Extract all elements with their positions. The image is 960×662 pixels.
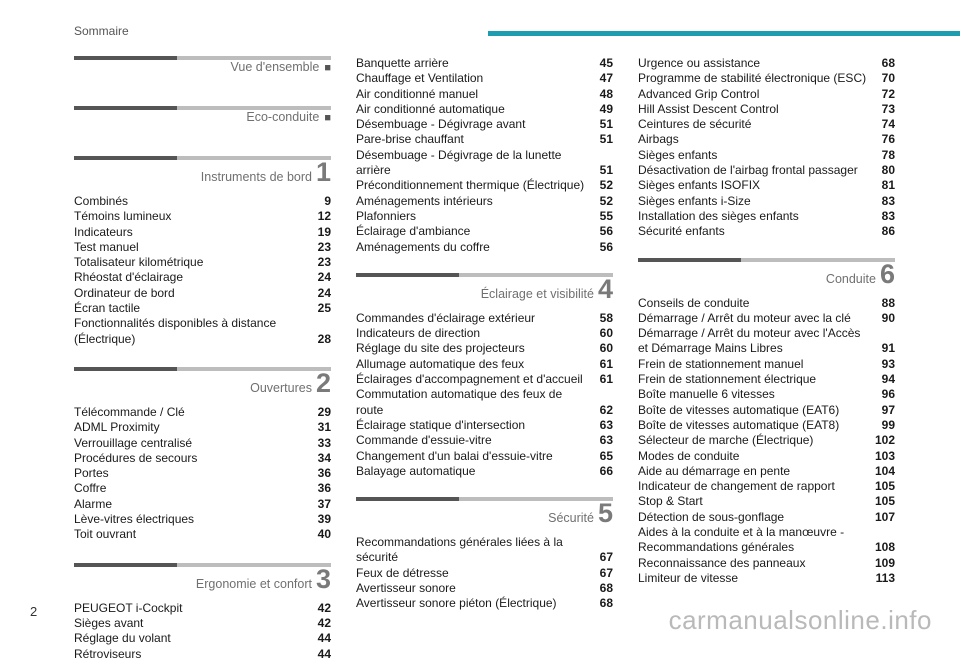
toc-entry-page: 105 (874, 494, 895, 509)
toc-entry-label: Banquette arrière (356, 56, 449, 70)
toc-entry[interactable] (638, 510, 895, 525)
toc-entry-page: 86 (881, 224, 895, 239)
section-rule-accent (356, 273, 459, 277)
toc-entry-page: 56 (599, 239, 613, 254)
toc-entry-label: Réglage du site des projecteurs (356, 341, 525, 356)
toc-entry-page: 24 (317, 285, 331, 300)
toc-entry[interactable] (356, 535, 613, 566)
toc-entry-page: 37 (317, 496, 331, 511)
toc-entry-page: 88 (881, 295, 895, 310)
section-title-text: Eco-conduite (246, 110, 320, 124)
toc-entry-label: Sièges enfants (638, 147, 718, 162)
toc-entry-label: Désembuage - Dégivrage de la lunette arrière (356, 147, 562, 178)
toc-entry[interactable] (638, 494, 895, 509)
toc-section (638, 56, 895, 240)
toc-entry-label: Commande d'essuie-vitre (356, 433, 492, 448)
toc-entry-page: 29 (317, 404, 331, 419)
toc-entry-page: 103 (874, 448, 895, 463)
toc-entry[interactable] (74, 497, 331, 512)
toc-entry-page: 67 (599, 565, 613, 580)
toc-entry-page: 42 (317, 615, 331, 630)
toc-entry[interactable] (74, 436, 331, 451)
toc-entry-page: 70 (881, 71, 895, 86)
toc-entry[interactable] (74, 466, 331, 481)
section-header (74, 56, 331, 96)
toc-section (74, 563, 331, 662)
toc-entry[interactable] (356, 464, 613, 479)
toc-entry[interactable] (356, 326, 613, 341)
toc-entry-page: 44 (317, 646, 331, 661)
section-number: 6 (879, 258, 895, 289)
toc-entry-label: Indicateurs de direction (356, 326, 481, 341)
toc-entry-page: 73 (881, 101, 895, 116)
toc-entry-label: Indicateur de changement de rapport (638, 479, 835, 494)
toc-entry-label: Commandes d'éclairage extérieur (356, 310, 536, 325)
toc-entry-label: Frein de stationnement manuel (638, 356, 804, 371)
section-number: 1 (315, 157, 331, 187)
toc-entry-label: Rétroviseurs (74, 646, 142, 661)
toc-entry[interactable] (638, 418, 895, 433)
toc-entry[interactable] (74, 616, 331, 631)
toc-entry-page: 19 (317, 224, 331, 239)
toc-entry-page: 51 (599, 132, 613, 147)
toc-entry-label: Détection de sous-gonflage (638, 509, 785, 524)
toc-entry-page: 23 (317, 239, 331, 254)
toc-entry-label: Stop & Start (638, 494, 703, 509)
toc-entry[interactable] (638, 556, 895, 571)
toc-entry-label: Démarrage / Arrêt du moteur avec la clé (638, 310, 851, 325)
toc-column-3 (638, 56, 895, 586)
toc-entry[interactable] (638, 403, 895, 418)
toc-entry-label: Ordinateur de bord (74, 285, 175, 300)
section-marker-icon: ■ (324, 62, 331, 74)
toc-entry-page: 45 (599, 56, 613, 70)
toc-entry[interactable] (74, 512, 331, 527)
toc-entry-page: 83 (881, 208, 895, 223)
toc-entry[interactable] (638, 326, 895, 357)
toc-entry-page: 91 (881, 341, 895, 356)
section-header (74, 367, 331, 405)
toc-entry-label: Boîte de vitesses automatique (EAT6) (638, 402, 840, 417)
toc-entry[interactable] (638, 372, 895, 387)
toc-entry-page: 63 (599, 417, 613, 432)
section-header (638, 258, 895, 296)
toc-entry[interactable] (638, 132, 895, 147)
toc-entry-page: 39 (317, 512, 331, 527)
toc-entry[interactable] (356, 240, 613, 255)
toc-entry[interactable] (356, 449, 613, 464)
toc-entry-label: PEUGEOT i-Cockpit (74, 600, 183, 615)
toc-entry-label: Hill Assist Descent Control (638, 101, 779, 116)
toc-entry[interactable] (356, 194, 613, 209)
toc-entry-label: Installation des sièges enfants (638, 208, 799, 223)
toc-entry-page: 68 (599, 581, 613, 596)
toc-entry-page: 107 (874, 509, 895, 524)
toc-entry-page: 61 (599, 372, 613, 387)
toc-entry[interactable] (74, 647, 331, 662)
toc-entry-label: Verrouillage centralisé (74, 435, 193, 450)
toc-entry[interactable] (74, 481, 331, 496)
section-title[interactable] (196, 565, 331, 593)
toc-entry[interactable] (356, 357, 613, 372)
toc-entry-label: Alarme (74, 496, 113, 511)
toc-entry[interactable] (356, 224, 613, 239)
toc-entry-label: Avertisseur sonore (356, 581, 456, 596)
toc-entry-page: 109 (874, 555, 895, 570)
toc-entry-page: 108 (874, 540, 895, 555)
toc-entry[interactable] (638, 311, 895, 326)
toc-entry-page: 34 (317, 450, 331, 465)
section-rule-accent (74, 106, 177, 110)
toc-entry[interactable] (356, 596, 613, 611)
toc-entry-label: Changement d'un balai d'essuie-vitre (356, 448, 553, 463)
section-number: 4 (597, 273, 613, 304)
header-accent-bar (488, 31, 960, 36)
toc-entry-label: Rhéostat d'éclairage (74, 270, 184, 285)
toc-entry-label: Sièges enfants ISOFIX (638, 178, 761, 193)
section-marker-icon: ■ (324, 112, 331, 124)
section-header (356, 273, 613, 311)
toc-section (356, 56, 613, 255)
toc-entry[interactable] (74, 270, 331, 285)
section-title-text: Sécurité (548, 511, 594, 526)
toc-entry-page: 62 (599, 402, 613, 417)
toc-entry[interactable] (638, 117, 895, 132)
toc-entry-page: 76 (881, 132, 895, 147)
section-rule-accent (74, 56, 177, 60)
section-number: 3 (315, 563, 331, 594)
toc-entry[interactable] (356, 418, 613, 433)
toc-entry-label: Recommandations générales liées à la sécurité (356, 535, 563, 565)
toc-entry-label: Aides à la conduite et à la manœuvre - Recommandations générales (638, 525, 845, 555)
toc-entry[interactable] (74, 631, 331, 646)
toc-entry-label: Feux de détresse (356, 565, 449, 580)
toc-entry-label: Reconnaissance des panneaux (638, 555, 806, 570)
toc-entry-page: 78 (881, 147, 895, 162)
toc-section (74, 106, 331, 146)
toc-entry-label: Boîte de vitesses automatique (EAT8) (638, 417, 840, 432)
toc-entry-page: 52 (599, 193, 613, 208)
toc-entry-page: 102 (874, 433, 895, 448)
section-rule-accent (74, 367, 177, 371)
toc-entry[interactable] (638, 178, 895, 193)
toc-entry-page: 80 (881, 163, 895, 178)
toc-entry-label: Combinés (74, 194, 129, 208)
toc-entry-page: 42 (317, 600, 331, 615)
toc-entry[interactable] (638, 71, 895, 86)
toc-entry[interactable] (638, 479, 895, 494)
toc-entry[interactable] (638, 224, 895, 239)
toc-entry[interactable] (74, 286, 331, 301)
toc-entry[interactable] (356, 311, 613, 326)
section-number: 2 (315, 367, 331, 398)
toc-entry[interactable] (638, 102, 895, 117)
toc-entry[interactable] (638, 433, 895, 448)
toc-entry-page: 12 (317, 209, 331, 224)
toc-entry[interactable] (356, 372, 613, 387)
toc-entry-label: Chauffage et Ventilation (356, 71, 484, 86)
toc-entry-page: 105 (874, 479, 895, 494)
toc-column-2 (356, 56, 613, 612)
toc-section (356, 497, 613, 611)
toc-entry-page: 66 (599, 463, 613, 478)
toc-entry[interactable] (74, 527, 331, 542)
section-title[interactable] (826, 260, 895, 288)
toc-entry-page: 25 (317, 301, 331, 316)
toc-entry-page: 58 (599, 310, 613, 325)
toc-entry-page: 68 (599, 596, 613, 611)
toc-entry[interactable] (74, 255, 331, 270)
toc-entry-label: Conseils de conduite (638, 295, 750, 310)
toc-entry-page: 40 (317, 527, 331, 542)
toc-entry-page: 96 (881, 387, 895, 402)
toc-entry[interactable] (638, 296, 895, 311)
toc-section (356, 273, 613, 479)
toc-section (74, 156, 331, 347)
toc-entry[interactable] (356, 566, 613, 581)
section-header (356, 497, 613, 535)
toc-entry[interactable] (356, 209, 613, 224)
toc-entry[interactable] (74, 451, 331, 466)
section-title-text: Éclairage et visibilité (480, 286, 594, 301)
toc-entry-label: Démarrage / Arrêt du moteur avec l'Accès et Démarrage Mains Libres (638, 326, 861, 356)
toc-entry[interactable] (638, 449, 895, 464)
toc-entry-label: Témoins lumineux (74, 209, 172, 224)
page-number: 2 (30, 604, 38, 619)
toc-entry-page: 48 (599, 86, 613, 101)
toc-entry-label: Télécommande / Clé (74, 404, 185, 419)
toc-entry-page: 24 (317, 270, 331, 285)
toc-entry[interactable] (638, 525, 895, 556)
toc-entry-label: Éclairage statique d'intersection (356, 417, 526, 432)
watermark: carmanualsonline.info (668, 605, 932, 635)
toc-entry-label: Programme de stabilité électronique (ESC) (638, 71, 867, 86)
toc-entry[interactable] (356, 71, 613, 86)
toc-section (74, 56, 331, 96)
section-title[interactable] (548, 499, 613, 527)
toc-entry-page: 9 (324, 194, 331, 208)
toc-entry-label: Totalisateur kilométrique (74, 255, 204, 270)
toc-entry[interactable] (74, 225, 331, 240)
toc-entry-label: Éclairage d'ambiance (356, 224, 471, 239)
toc-entry-page: 60 (599, 341, 613, 356)
toc-entry-page: 72 (881, 86, 895, 101)
toc-entry-page: 51 (599, 117, 613, 132)
toc-entry-page: 83 (881, 193, 895, 208)
toc-entry-page: 36 (317, 466, 331, 481)
toc-entry-label: Air conditionné automatique (356, 101, 505, 116)
toc-entry-label: Boîte manuelle 6 vitesses (638, 387, 775, 402)
toc-entry[interactable] (356, 102, 613, 117)
toc-entry[interactable] (638, 571, 895, 586)
toc-entry-page: 113 (875, 570, 895, 585)
toc-entry-label: Coffre (74, 481, 107, 496)
toc-entry[interactable] (356, 132, 613, 147)
toc-entry-page: 33 (317, 435, 331, 450)
toc-entry[interactable] (638, 387, 895, 402)
toc-entry-label: Advanced Grip Control (638, 86, 760, 101)
toc-entry-page: 44 (317, 631, 331, 646)
toc-entry[interactable] (638, 464, 895, 479)
toc-entry-page: 60 (599, 326, 613, 341)
toc-entry-page: 65 (599, 448, 613, 463)
section-header (74, 563, 331, 601)
toc-entry[interactable] (74, 240, 331, 255)
toc-entry-page: 81 (881, 178, 895, 193)
toc-entry-page: 90 (881, 310, 895, 325)
toc-entry-label: Désembuage - Dégivrage avant (356, 117, 526, 132)
toc-entry-label: Préconditionnement thermique (Électrique) (356, 178, 585, 193)
toc-column-1 (74, 56, 331, 662)
section-title-text: Conduite (825, 271, 876, 286)
toc-entry-label: Airbags (638, 132, 679, 147)
toc-entry-label: Réglage du volant (74, 631, 171, 646)
section-header (74, 156, 331, 194)
toc-entry-page: 99 (881, 417, 895, 432)
toc-entry-page: 97 (881, 402, 895, 417)
toc-entry-label: Lève-vitres électriques (74, 512, 195, 527)
toc-entry-label: ADML Proximity (74, 420, 160, 435)
toc-entry-page: 74 (881, 117, 895, 132)
section-title[interactable] (231, 60, 331, 74)
toc-entry[interactable] (356, 87, 613, 102)
toc-entry-label: Pare-brise chauffant (356, 132, 464, 147)
toc-entry-label: Sélecteur de marche (Électrique) (638, 433, 814, 448)
toc-entry-label: Indicateurs (74, 224, 133, 239)
section-title[interactable] (246, 110, 331, 124)
toc-entry[interactable] (356, 178, 613, 193)
toc-entry-label: Avertisseur sonore piéton (Électrique) (356, 596, 557, 611)
section-title-text: Vue d'ensemble (230, 60, 320, 74)
section-rule-accent (638, 258, 741, 262)
section-rule-accent (74, 156, 177, 160)
toc-entry[interactable] (74, 316, 331, 347)
toc-entry[interactable] (638, 56, 895, 71)
toc-entry-label: Écran tactile (74, 301, 141, 316)
toc-entry[interactable] (356, 148, 613, 179)
toc-entry-label: Limiteur de vitesse (638, 570, 739, 585)
toc-entry-label: Balayage automatique (356, 463, 476, 478)
section-header (74, 106, 331, 146)
toc-entry-label: Sièges avant (74, 615, 144, 630)
toc-entry-label: Aménagements du coffre (356, 239, 490, 254)
toc-entry-page: 31 (317, 420, 331, 435)
toc-entry[interactable] (356, 387, 613, 418)
toc-entry[interactable] (638, 148, 895, 163)
toc-section (74, 367, 331, 543)
toc-entry-label: Fonctionnalités disponibles à distance (Électrique) (74, 316, 277, 346)
section-title[interactable] (481, 275, 613, 303)
toc-entry-page: 47 (599, 71, 613, 86)
toc-entry-label: Toit ouvrant (74, 527, 137, 542)
toc-entry-page: 52 (599, 178, 613, 193)
toc-entry-page: 56 (599, 224, 613, 239)
toc-entry[interactable] (638, 194, 895, 209)
toc-entry[interactable] (74, 405, 331, 420)
toc-entry-label: Air conditionné manuel (356, 86, 479, 101)
toc-entry-label: Frein de stationnement électrique (638, 372, 817, 387)
toc-entry-label: Test manuel (74, 239, 139, 254)
toc-entry-page: 67 (599, 550, 613, 565)
toc-entry-label: Commutation automatique des feux de route (356, 387, 563, 417)
toc-entry-page: 63 (599, 433, 613, 448)
toc-entry-page: 49 (599, 101, 613, 116)
toc-entry-label: Aménagements intérieurs (356, 193, 493, 208)
toc-entry-label: Urgence ou assistance (638, 56, 761, 70)
section-title[interactable] (201, 158, 331, 186)
toc-entry-page: 51 (599, 163, 613, 178)
section-number: 5 (597, 498, 613, 529)
toc-entry[interactable] (74, 209, 331, 224)
toc-entry-page: 55 (599, 208, 613, 223)
section-title-text: Instruments de bord (200, 170, 312, 184)
toc-entry[interactable] (74, 601, 331, 616)
toc-entry-page: 36 (317, 481, 331, 496)
toc-entry[interactable] (74, 301, 331, 316)
toc-entry-label: Aide au démarrage en pente (638, 463, 791, 478)
toc-entry-page: 94 (881, 372, 895, 387)
toc-entry-page: 28 (317, 331, 331, 346)
toc-entry-page: 68 (881, 56, 895, 70)
toc-entry-label: Désactivation de l'airbag frontal passager (638, 163, 858, 178)
page-header-title: Sommaire (74, 24, 129, 38)
toc-entry-label: Sécurité enfants (638, 224, 725, 239)
toc-entry[interactable] (638, 357, 895, 372)
toc-entry-label: Procédures de secours (74, 450, 198, 465)
toc-entry[interactable] (356, 581, 613, 596)
toc-entry[interactable] (638, 163, 895, 178)
toc-entry-label: Ceintures de sécurité (638, 117, 752, 132)
toc-entry-label: Sièges enfants i-Size (638, 193, 751, 208)
toc-entry[interactable] (356, 56, 613, 71)
toc-entry[interactable] (74, 194, 331, 209)
toc-entry[interactable] (74, 420, 331, 435)
section-rule-accent (356, 497, 459, 501)
toc-entry[interactable] (638, 209, 895, 224)
toc-entry[interactable] (356, 433, 613, 448)
toc-entry-page: 23 (317, 255, 331, 270)
toc-entry[interactable] (638, 87, 895, 102)
section-rule-accent (74, 563, 177, 567)
toc-entry-label: Éclairages d'accompagnement et d'accueil (356, 372, 583, 387)
toc-section (638, 258, 895, 587)
toc-entry[interactable] (356, 117, 613, 132)
toc-entry-label: Plafonniers (356, 208, 417, 223)
toc-entry-label: Portes (74, 466, 109, 481)
toc-entry-page: 61 (599, 356, 613, 371)
toc-entry-page: 104 (874, 463, 895, 478)
section-title[interactable] (250, 369, 331, 397)
section-title-text: Ergonomie et confort (195, 576, 312, 591)
toc-entry-label: Modes de conduite (638, 448, 740, 463)
toc-entry-page: 93 (881, 356, 895, 371)
toc-entry[interactable] (356, 341, 613, 356)
section-title-text: Ouvertures (250, 380, 312, 395)
toc-entry-label: Allumage automatique des feux (356, 356, 525, 371)
